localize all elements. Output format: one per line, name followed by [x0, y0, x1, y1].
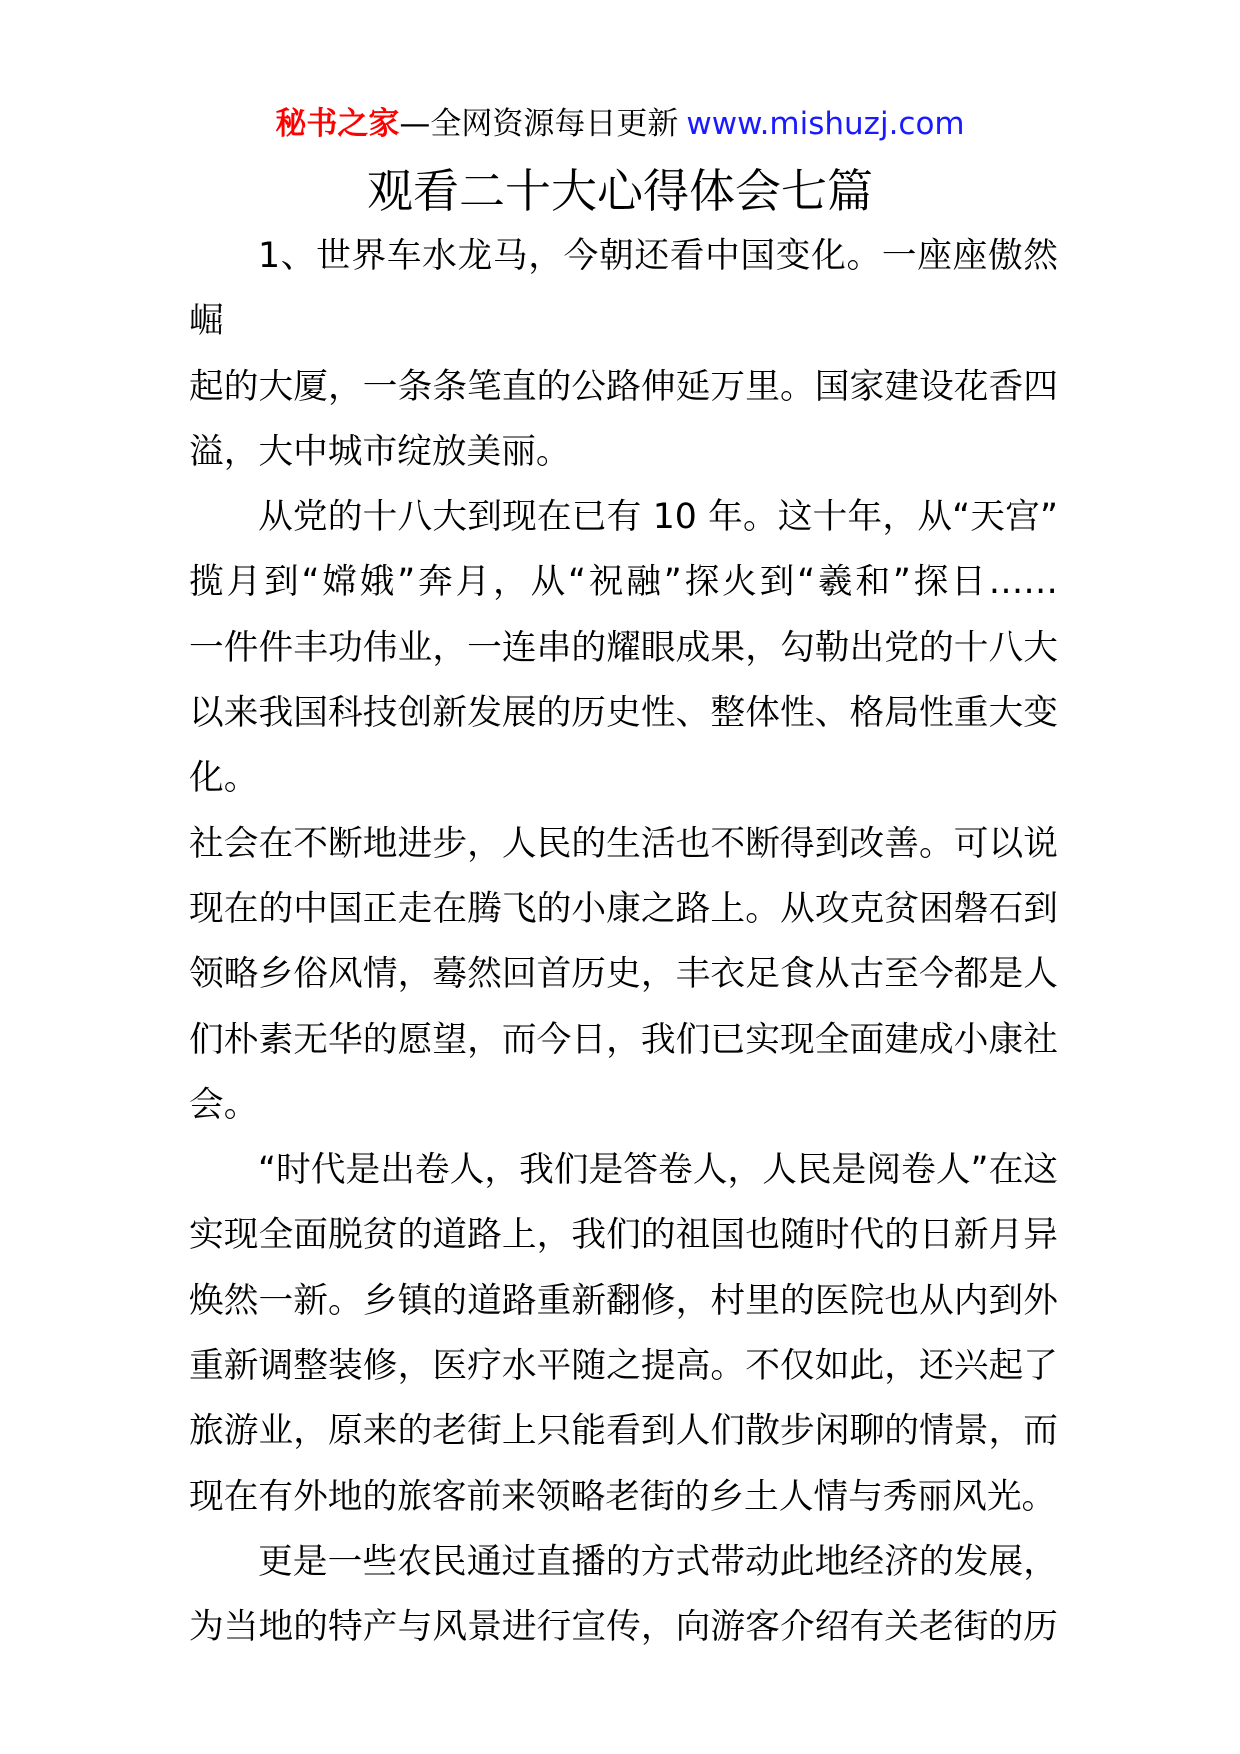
header-tagline: —全网资源每日更新: [399, 106, 679, 142]
paragraph-2: [189, 485, 1058, 811]
paragraph-4: [189, 1138, 1058, 1530]
paragraph-line: 重新调整装修，医疗水平随之提高。不仅如此，还兴起了: [189, 1346, 1058, 1387]
paragraph-line: 会。: [189, 1084, 259, 1125]
paragraph-line: 领略乡俗风情，蓦然回首历史，丰衣足食从古至今都是人: [189, 954, 1058, 995]
paragraph-line: 现在有外地的旅客前来领略老街的乡土人情与秀丽风光。: [189, 1476, 1057, 1517]
paragraph-line: 更是一些农民通过直播的方式带动此地经济的发展，: [258, 1541, 1058, 1582]
document-body: [189, 224, 1058, 1661]
paragraph-line: 实现全面脱贫的道路上，我们的祖国也随时代的日新月异: [189, 1215, 1058, 1256]
paragraph-line: 为当地的特产与风景进行宣传，向游客介绍有关老街的历: [189, 1607, 1058, 1648]
paragraph-line: “时代是出卷人，我们是答卷人，人民是阅卷人”在这: [258, 1150, 1058, 1191]
paragraph-line: 焕然一新。乡镇的道路重新翻修，村里的医院也从内到外: [189, 1280, 1058, 1321]
paragraph-line: 1、世界车水龙马，今朝还看中国变化。一座座傲然崛: [189, 236, 1058, 342]
paragraph-5: [189, 1530, 1058, 1661]
paragraph-line: 们朴素无华的愿望，而今日，我们已实现全面建成小康社: [189, 1019, 1058, 1060]
paragraph-line: 社会在不断地进步，人民的生活也不断得到改善。可以说: [189, 823, 1058, 864]
document-title: 观看二十大心得体会七篇: [367, 164, 873, 218]
paragraph-1: [189, 224, 1058, 485]
paragraph-3: [189, 812, 1058, 1138]
paragraph-line: 以来我国科技创新发展的历史性、整体性、格局性重大变: [189, 693, 1058, 734]
paragraph-line: 化。: [189, 758, 259, 799]
paragraph-line: 旅游业，原来的老街上只能看到人们散步闲聊的情景，而: [189, 1411, 1058, 1452]
site-header: [0, 102, 1240, 146]
paragraph-line: 从党的十八大到现在已有 10 年。这十年，从“天宫”: [258, 497, 1058, 538]
paragraph-line: 揽月到“嫦娥”奔月，从“祝融”探火到“羲和”探日……: [189, 562, 1058, 603]
paragraph-line: 起的大厦，一条条笔直的公路伸延万里。国家建设花香四: [189, 366, 1058, 407]
site-url-link[interactable]: www.mishuzj.com: [686, 106, 965, 142]
paragraph-line: 现在的中国正走在腾飞的小康之路上。从攻克贫困磐石到: [189, 888, 1058, 929]
paragraph-line: 一件件丰功伟业，一连串的耀眼成果，勾勒出党的十八大: [189, 627, 1058, 668]
brand-name: 秘书之家: [275, 106, 400, 142]
paragraph-line: 溢，大中城市绽放美丽。: [189, 431, 571, 472]
